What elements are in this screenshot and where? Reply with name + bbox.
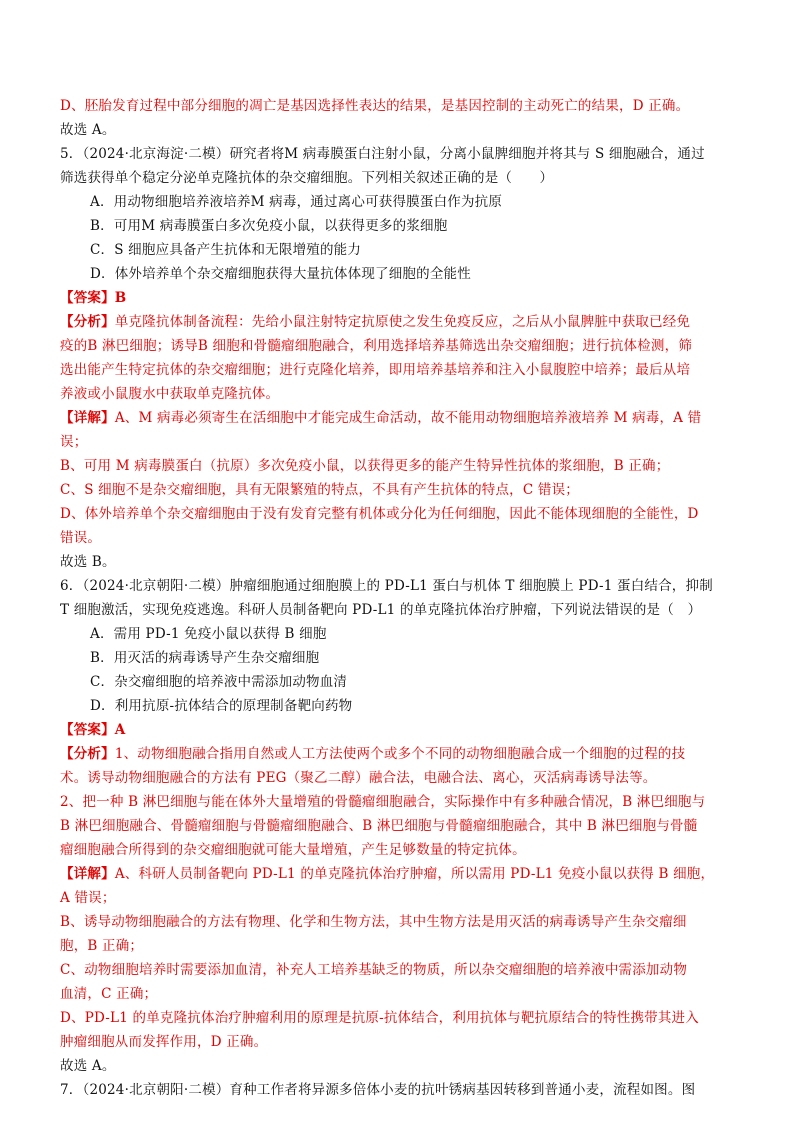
text-line	[60, 1056, 116, 1076]
text-line	[90, 624, 327, 644]
text-line	[60, 816, 697, 836]
text-line	[60, 864, 714, 884]
text-span: 6．（2024·北京朝阳·二模）肿瘤细胞通过细胞膜上的 PD-L1 蛋白与机体 T 细胞膜上 PD-1 蛋白结合，抑制	[60, 578, 713, 594]
text-line	[60, 96, 689, 116]
text-span: 选出能产生特定抗体的杂交瘤细胞；进行克隆化培养，即用培养基培养和注入小鼠腹腔中培养；最后从培	[60, 362, 691, 378]
text-span: A．需用 PD-1 免疫小鼠以获得 B 细胞	[90, 626, 327, 642]
text-line	[60, 840, 526, 860]
section-label: 【详解】	[60, 410, 115, 426]
section-label: 【详解】	[60, 866, 115, 882]
text-line	[90, 216, 447, 236]
text-line	[60, 168, 553, 188]
text-line	[60, 600, 701, 620]
text-span: C．S 细胞应具备产生抗体和无限增殖的能力	[90, 242, 362, 258]
text-span: 故选 B。	[60, 554, 116, 570]
text-span: D、PD-L1 的单克隆抗体治疗肿瘤利用的原理是抗原-抗体结合，利用抗体与靶抗原结合的特性携带其进入	[60, 1010, 699, 1026]
text-line	[90, 672, 347, 692]
text-line	[60, 504, 699, 524]
text-span: B、诱导动物细胞融合的方法有物理、化学和生物方法，其中生物方法是用灭活的病毒诱导产生杂交瘤细	[60, 914, 687, 930]
text-line	[60, 792, 705, 812]
text-span: 单克隆抗体制备流程：先给小鼠注射特定抗原使之发生免疫反应，之后从小鼠脾脏中获取已经免	[114, 314, 691, 330]
text-line	[60, 768, 657, 788]
text-span: 血清，C 正确；	[60, 986, 158, 1002]
text-span: 故选 A。	[60, 1058, 116, 1074]
text-line	[90, 696, 352, 716]
section-label: 【分析】	[60, 746, 115, 762]
text-span: T 细胞激活，实现免疫逃逸。科研人员制备靶向 PD-L1 的单克隆抗体治疗肿瘤，下列说法错误的是（ ）	[60, 602, 702, 618]
text-span: B、可用 M 病毒膜蛋白（抗原）多次免疫小鼠，以获得更多的能产生特异性抗体的浆细胞，B 正确；	[60, 458, 670, 474]
text-line	[60, 408, 701, 428]
text-span: D．利用抗原-抗体结合的原理制备靶向药物	[90, 698, 353, 714]
text-line	[60, 984, 157, 1004]
text-span: B 淋巴细胞融合、骨髓瘤细胞与骨髓瘤细胞融合、B 淋巴细胞与骨髓瘤细胞融合，其中 B 淋巴细胞与骨髓	[60, 818, 698, 834]
text-span: 误；	[60, 434, 88, 450]
text-line	[60, 528, 101, 548]
text-line	[60, 720, 125, 740]
text-span: 肿瘤细胞从而发挥作用，D 正确。	[60, 1034, 268, 1050]
text-line	[60, 336, 692, 356]
text-span: 疫的B 淋巴细胞；诱导B 细胞和骨髓瘤细胞融合，利用选择培养基筛选出杂交瘤细胞；进行抗体检测，筛	[60, 338, 693, 354]
text-span: A 错误；	[60, 890, 116, 906]
section-label: 【答案】A	[60, 722, 126, 738]
text-line	[60, 576, 713, 596]
text-line	[60, 456, 669, 476]
text-span: A、科研人员制备靶向 PD-L1 的单克隆抗体治疗肿瘤，所以需用 PD-L1 免疫小鼠以获得 B 细胞，	[114, 866, 715, 882]
text-line	[60, 360, 690, 380]
text-span: 错误。	[60, 530, 102, 546]
text-span: D、体外培养单个杂交瘤细胞由于没有发育完整有机体或分化为任何细胞，因此不能体现细胞的全能性，D	[60, 506, 699, 522]
text-line	[60, 936, 143, 956]
text-line	[90, 264, 471, 284]
text-line	[60, 960, 687, 980]
text-span: 胞，B 正确；	[60, 938, 144, 954]
text-line	[60, 552, 116, 572]
text-line	[90, 648, 319, 668]
text-line	[60, 1080, 695, 1100]
section-label: 【答案】B	[60, 290, 127, 306]
text-span: 5．（2024·北京海淀·二模）研究者将M 病毒膜蛋白注射小鼠，分离小鼠脾细胞并将其与 S 细胞融合，通过	[60, 146, 705, 162]
text-span: 养液或小鼠腹水中获取单克隆抗体。	[60, 386, 280, 402]
text-line	[90, 192, 502, 212]
text-line	[60, 384, 279, 404]
text-span: A．用动物细胞培养液培养M 病毒，通过离心可获得膜蛋白作为抗原	[90, 194, 503, 210]
text-line	[60, 912, 687, 932]
text-line	[60, 744, 685, 764]
text-line	[60, 888, 116, 908]
section-label: 【分析】	[60, 314, 115, 330]
text-span: A、M 病毒必须寄生在活细胞中才能完成生命活动，故不能用动物细胞培养液培养 M 病毒，A 错	[114, 410, 702, 426]
text-span: 瘤细胞融合所得到的杂交瘤细胞就可能大量增殖，产生足够数量的特定抗体。	[60, 842, 526, 858]
text-line	[60, 144, 705, 164]
text-span: C、动物细胞培养时需要添加血清，补充人工培养基缺乏的物质，所以杂交瘤细胞的培养液中需添加动物	[60, 962, 688, 978]
text-span: D．体外培养单个杂交瘤细胞获得大量抗体体现了细胞的全能性	[90, 266, 471, 282]
text-line	[60, 312, 690, 332]
text-span: 术。诱导动物细胞融合的方法有 PEG（聚乙二醇）融合法，电融合法、离心，灭活病毒诱导法等。	[60, 770, 657, 786]
text-span: C．杂交瘤细胞的培养液中需添加动物血清	[90, 674, 348, 690]
text-span: B．用灭活的病毒诱导产生杂交瘤细胞	[90, 650, 320, 666]
text-line	[60, 480, 579, 500]
text-span: B．可用M 病毒膜蛋白多次免疫小鼠，以获得更多的浆细胞	[90, 218, 448, 234]
text-span: 2、把一种 B 淋巴细胞与能在体外大量增殖的骨髓瘤细胞融合，实际操作中有多种融合情况，B 淋巴细胞与	[60, 794, 706, 810]
text-line	[60, 120, 116, 140]
text-span: 1、动物细胞融合指用自然或人工方法使两个或多个不同的动物细胞融合成一个细胞的过程的技	[114, 746, 686, 762]
text-span: 故选 A。	[60, 122, 116, 138]
text-span: D、胚胎发育过程中部分细胞的凋亡是基因选择性表达的结果，是基因控制的主动死亡的结果，D 正确。	[60, 98, 690, 114]
text-span: C、S 细胞不是杂交瘤细胞，具有无限繁殖的特点，不具有产生抗体的特点，C 错误；	[60, 482, 579, 498]
text-span: 7．（2024·北京朝阳·二模）育种工作者将异源多倍体小麦的抗叶锈病基因转移到普通小麦，流程如图。图	[60, 1082, 696, 1098]
text-line	[60, 432, 87, 452]
text-line	[60, 1008, 699, 1028]
text-span: 筛选获得单个稳定分泌单克隆抗体的杂交瘤细胞。下列相关叙述正确的是（ ）	[60, 170, 554, 186]
text-line	[60, 1032, 267, 1052]
text-line	[90, 240, 361, 260]
text-line	[60, 288, 126, 308]
